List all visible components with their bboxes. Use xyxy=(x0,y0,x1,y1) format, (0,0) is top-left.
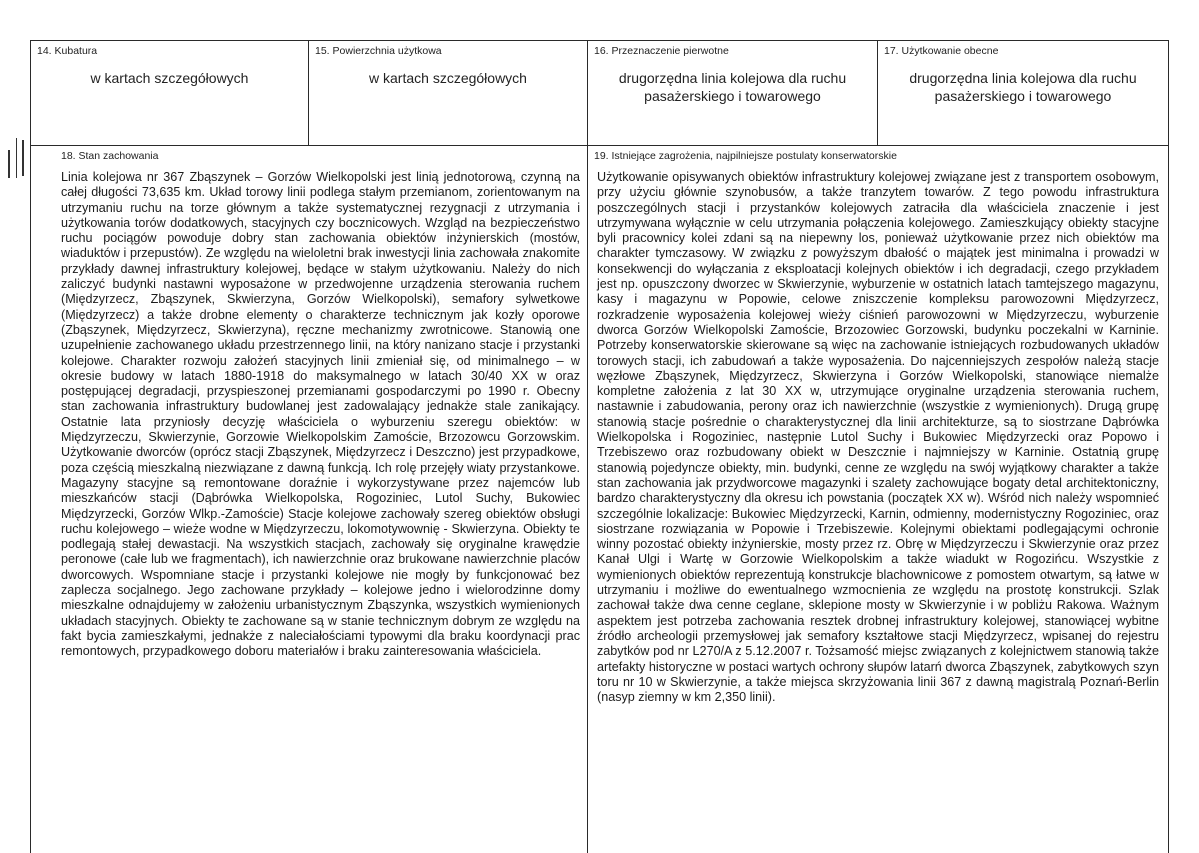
field-przeznaczenie-value: drugorzędna linia kolejowa dla ruchu pasażerskiego i towarowego xyxy=(618,70,847,104)
field-uzytkowanie-value: drugorzędna linia kolejowa dla ruchu pasażerskiego i towarowego xyxy=(909,70,1137,104)
field-przeznaczenie-label: 16. Przeznaczenie pierwotne xyxy=(594,45,729,57)
field-uzytkowanie-label: 17. Użytkowanie obecne xyxy=(884,45,999,57)
field-przeznaczenie xyxy=(587,40,878,146)
field-zagrozenia-label: 19. Istniejące zagrożenia, najpilniejsze postulaty konserwatorskie xyxy=(594,150,897,162)
field-kubatura xyxy=(30,40,309,146)
field-powierzchnia-label: 15. Powierzchnia użytkowa xyxy=(315,45,442,57)
field-zagrozenia-text: Użytkowanie opisywanych obiektów infrastruktury kolejowej związane jest z transportem osobowym, przy użyciu głównie szynobusów, a także tranzytem towarów. Z tego powodu infrastruktura poszczególnych stacji i przystanków kolejowych zatraciła dla właściciela znaczenie i jest utrzymywana wyłącznie w celu utrzymania połączenia kolejowego. Zamieszkujący obiekty stacyjne byli pracownicy kolei zdani są na niepewny los, ponieważ użytkowanie przez nich obiektów ma charakter tymczasowy. W związku z powyższym dbałość o majątek jest minimalna i prowadzi w konsekwencji do wyłączania z eksploatacji kolejnych obiektów i ich degradacji, czego przykładem jest np. opuszczony dworzec w Skwierzynie, wyburzenie w ostatnich latach tamtejszego magazynu, kasy i magazynu w Popowie, celowe zniszczenie kompleksu parowozowni Międzyrzecz, rozkradzenie wyposażenia kolejowej wieży ciśnień parowozowni w Międzyrzeczu, wyburzenie dworca Gorzów Wielkopolski Zamoście, Brzozowiec Gorzowski, budynku poczekalni w Karninie. Potrzeby konserwatorskie skierowane są więc na zachowanie istniejących rozbudowanych układów torowych stacji, ich zabudowań a także wyposażenia. Do najcenniejszych zespołów należą stacje węzłowe Zbąszynek, Międzyrzecz, Skwierzyna i Gorzów Wielkopolski, stanowiące niemalże kompletne założenia z lat 30 XX w, utrzymujące oryginalne urządzenia sterowania ruchem, nastawnie i zabudowania, perony oraz ich nawierzchnie (wszystkie z wymienionych). Drugą grupę stanowią stacje pośrednie o charakterystycznej dla linii architekturze, są to siostrzane Dąbrówka Wielkopolska i Rogoziniec, następnie Lutol Suchy i Bukowiec Międzyrzecki oraz Popowo i Trzebiszewo oraz rozbudowany obiekt w Deszcznie i najmniejszy w Karninie. Ostatnią grupę stanowią pojedyncze obiekty, min. budynki, cenne ze względu na swój wyjątkowy charakter a także stan zachowania jak przydworcowe magazynki i szalety zachowujące bogaty detal architektoniczny, bardzo charakterystyczny dla okresu ich powstania (początek XX w). Wśród nich należy wspomnieć szczególnie lokalizacje: Bukowiec Międzyrzecki, Karnin, odmienny, modernistyczny Rogoziniec, oraz siostrzane rozwiązania w Popowie i Trzebiszewie. Kolejnymi obiektami podlegającymi ochronie winny pozostać obiekty inżynierskie, mosty przez rz. Obrę w Międzyrzeczu i Skwierzynie oraz przez Kanał Ulgi i Wartę w Gorzowie Wielkopolskim a także wiadukt w Rogozińcu. Wszystkie z wymienionych obiektów reprezentują konstrukcje blachownicowe z pomostem otwartym, są łatwe w utrzymaniu i możliwe do ewentualnego wzmocnienia ze względu na prostotę konstrukcji. Szlak zachował także dwa cenne ceglane, sklepione mosty w Skwierzynie i w pobliżu Rakowa. Ważnym aspektem jest potrzeba zachowania resztek drobnej infrastruktury kolejowej, stanowiącej wybitne źródło archeologii przemysłowej jak semafory kształtowe stacji Międzyrzecz, wpisanej do rejestru zabytków pod nr L270/A z 5.12.2007 r. Tożsamość miejsc związanych z kolejnictwem stanowią także artefakty historyczne w postaci wartych ochrony słupów latarń dworca Zbąszynek, zabytkowych szyn toru nr 10 w Skwierzynie, a także miejsca skrzyżowania linii 367 z dawną magistralą Poznań-Berlin (nasyp ziemny w km 2,350 linii). xyxy=(597,170,1159,705)
field-stan-zachowania xyxy=(30,145,588,853)
field-stan-text: Linia kolejowa nr 367 Zbąszynek – Gorzów Wielkopolski jest linią jednotorową, czynną na całej długości 73,635 km. Układ torowy linii podlega stałym przemianom, zorientowanym na utrzymaniu ruchu na torze głównym a także systematycznej rezygnacji z utrzymania i użytkowania torów dodatkowych, stacyjnych czy bocznicowych. Wzgląd na bezpieczeństwo ruchu pociągów powoduje dobry stan zachowania obiektów inżynierskich (mostów, wiaduktów i przepustów). Ze względu na wieloletni brak inwestycji linia zachowała znakomite przykłady dawnej infrastruktury kolejowej, będące w stałym użytkowaniu. Należy do nich zaliczyć budynki nastawni wyposażone w przedwojenne urządzenia sterowania ruchem (Międzyrzecz, Zbąszynek, Skwierzyna, Gorzów Wielkopolski), semafory sylwetkowe (Międzyrzecz) a także drobne elementy o charakterze technicznym jak kozły oporowe (Zbąszynek, Międzyrzecz, Skwierzyna), ręczne mechanizmy zwrotnicowe. Stanowią one uzupełnienie zachowanego układu przestrzennego linii, na który nanizano stacje i przystanki kolejowe. Charakter rozwoju założeń stacyjnych linii zmieniał się, od minimalnego – w okresie budowy w latach 1880-1918 do maksymalnego w latach 30/40 XX w oraz postępującej degradacji, przyspieszonej przemianami gospodarczymi po 1990 r. Obecny stan zachowania infrastruktury budowlanej jest zadowalający jednakże stale zanikający. Ostatnie lata przyniosły decyzję właściciela o wyburzeniu szeregu obiektów: w Międzyrzeczu, Skwierzynie, Gorzowie Wielkopolskim Zamoście, Brzozowcu Gorzowskim. Użytkowanie dworców (oprócz stacji Zbąszynek, Międzyrzecz i Deszczno) jest przypadkowe, poza częścią mieszkalną niezwiązane z dawną funkcją. Ich rolę przejęły wiaty przystankowe. Magazyny stacyjne są remontowane doraźnie i wykorzystywane przez najemców lub mieszkańców stacji (Dąbrówka Wielkopolska, Rogoziniec, Lutol Suchy, Bukowiec Międzyrzecki, Gorzów Wlkp.-Zamoście) Stacje kolejowe zachowały szereg obiektów obsługi ruchu kolejowego – wieże wodne w Międzyrzeczu, lokomotywownię - Skwierzyna. Obiekty te podlegają stałej dewastacji. Na wszystkich stacjach, zachowały się oryginalne krawędzie peronowe (całe lub we fragmentach), ich nawierzchnie oraz brukowane nawierzchnie placów dworcowych. Wspomniane stacje i przystanki kolejowe nie mogły by funkcjonować bez zaplecza socjalnego. Jego zachowane przykłady – kolejowe jedno i wielorodzinne domy mieszkalne odnajdujemy w założeniu urbanistycznym Zbąszynka, wszystkich wymienionych układach stacyjnych. Obiekty te zachowane są w stanie technicznym dobrym ze względu na fakt bycia zamieszkałymi, jednakże z naleciałościami typowymi dla braku koordynacji prac remontowych, przypadkowego doboru materiałów i braku zainteresowania właściciela. xyxy=(61,170,580,659)
scan-artifact xyxy=(16,138,17,178)
field-powierzchnia xyxy=(308,40,588,146)
field-powierzchnia-value: w kartach szczegółowych xyxy=(369,70,527,86)
scan-artifact xyxy=(8,150,10,178)
field-kubatura-label: 14. Kubatura xyxy=(37,45,98,57)
field-kubatura-value: w kartach szczegółowych xyxy=(90,70,249,86)
field-stan-label: 18. Stan zachowania xyxy=(61,150,159,162)
field-uzytkowanie xyxy=(877,40,1169,146)
field-zagrozenia xyxy=(587,145,1169,853)
scan-artifact xyxy=(22,140,24,176)
